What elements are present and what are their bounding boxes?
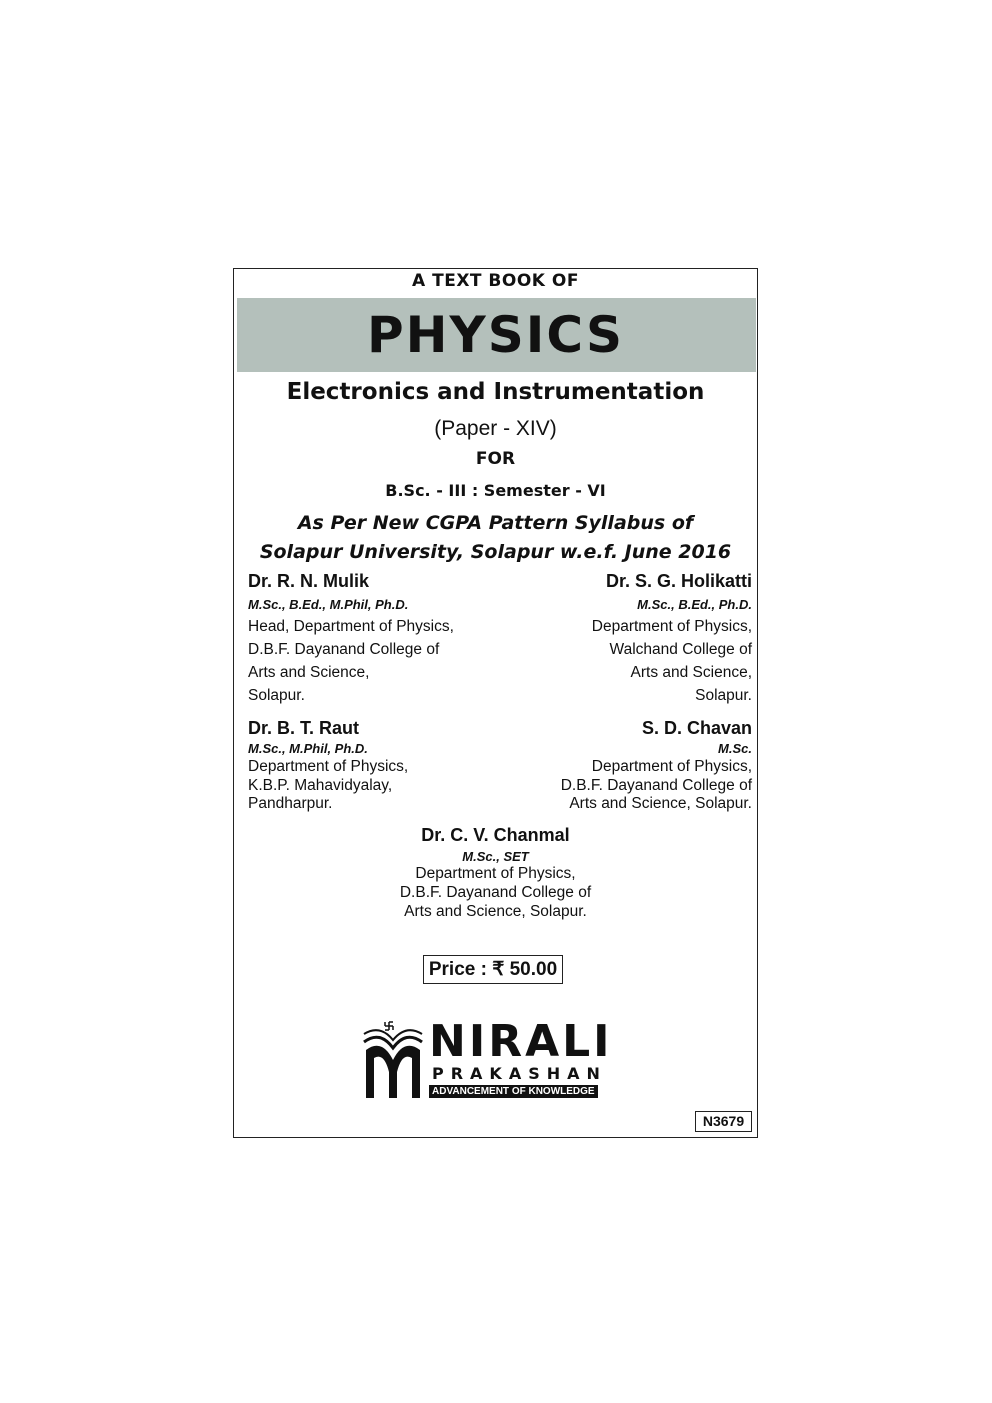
- class-semester: B.Sc. - III : Semester - VI: [385, 481, 606, 500]
- book-subtitle: Electronics and Instrumentation: [286, 379, 705, 405]
- author-line: D.B.F. Dayanand College of: [560, 777, 752, 794]
- author-qual: M.Sc., M.Phil, Ph.D.: [248, 741, 368, 756]
- author-line: Arts and Science, Solapur.: [404, 903, 587, 920]
- publisher-logo: [362, 1016, 632, 1100]
- syllabus-line-2: Solapur University, Solapur w.e.f. June 2016: [259, 541, 732, 563]
- paper-number: (Paper - XIV): [434, 417, 557, 440]
- author-name: Dr. S. G. Holikatti: [605, 571, 752, 591]
- author-line: Department of Physics,: [415, 865, 576, 882]
- author-line: D.B.F. Dayanand College of: [399, 884, 592, 901]
- author-line: Solapur.: [248, 687, 305, 704]
- syllabus-line-1: As Per New CGPA Pattern Syllabus of: [297, 512, 694, 534]
- author-name: S. D. Chavan: [641, 718, 752, 738]
- author-name: Dr. B. T. Raut: [248, 718, 360, 738]
- author-qual: M.Sc., B.Ed., Ph.D.: [637, 597, 752, 612]
- title-prefix: A TEXT BOOK OF: [412, 271, 579, 291]
- publisher-tagline: ADVANCEMENT OF KNOWLEDGE: [429, 1085, 598, 1098]
- publisher-sub: PRAKASHAN: [432, 1064, 607, 1083]
- book-title: PHYSICS: [367, 306, 624, 364]
- author-line: D.B.F. Dayanand College of: [248, 641, 440, 658]
- author-name: Dr. C. V. Chanmal: [421, 825, 570, 845]
- author-line: Arts and Science,: [248, 664, 370, 681]
- author-qual: M.Sc.: [718, 741, 752, 756]
- author-qual: M.Sc., SET: [462, 849, 529, 864]
- author-line: Department of Physics,: [591, 618, 752, 635]
- author-line: Walchand College of: [609, 641, 752, 658]
- open-book-emblem-icon: [362, 1020, 424, 1098]
- for-label: FOR: [475, 449, 516, 469]
- author-line: Department of Physics,: [248, 758, 409, 775]
- author-line: Arts and Science, Solapur.: [569, 795, 752, 812]
- book-code: N3679: [695, 1111, 752, 1132]
- publisher-name: NIRALI: [429, 1016, 613, 1067]
- price-box: Price : ₹ 50.00: [423, 955, 563, 984]
- author-line: Solapur.: [695, 687, 752, 704]
- author-line: Arts and Science,: [630, 664, 752, 681]
- author-line: Department of Physics,: [591, 758, 752, 775]
- author-name: Dr. R. N. Mulik: [248, 571, 370, 591]
- author-qual: M.Sc., B.Ed., M.Phil, Ph.D.: [248, 597, 409, 612]
- author-line: Head, Department of Physics,: [248, 618, 454, 635]
- author-line: Pandharpur.: [248, 795, 333, 812]
- author-line: K.B.P. Mahavidyalay,: [248, 777, 393, 794]
